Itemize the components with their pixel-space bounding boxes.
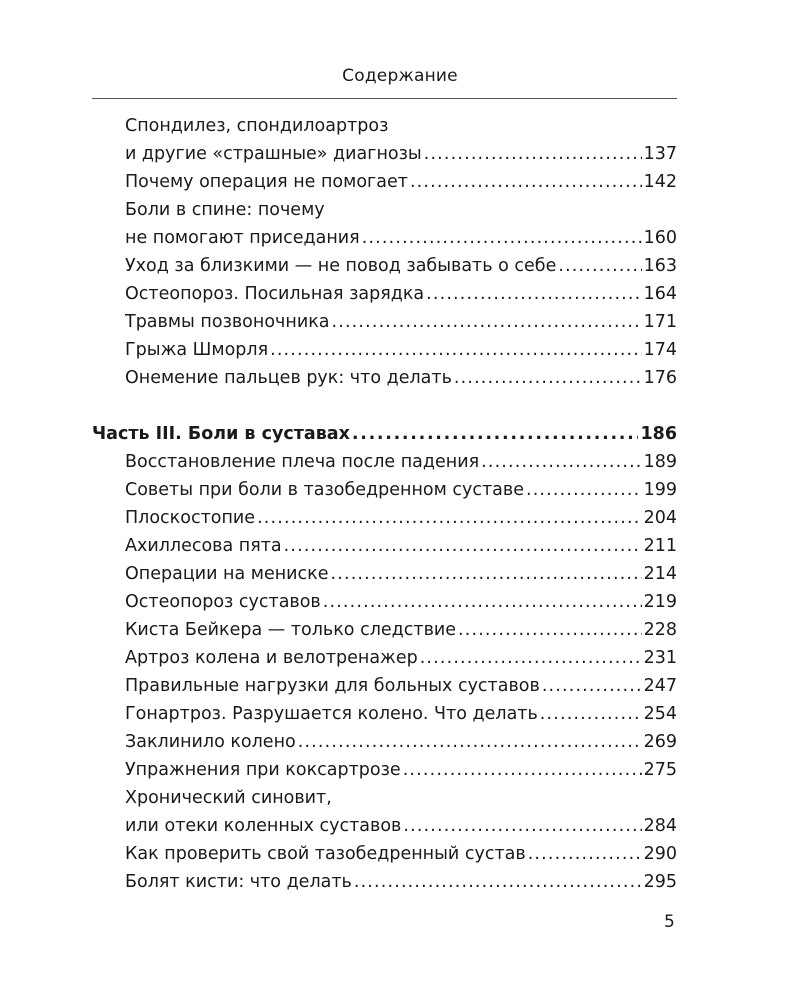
toc-entry-title: Остеопороз суставов [125,592,321,612]
running-head: Содержание [342,66,458,86]
dot-leader [481,448,641,476]
toc-entry [92,168,677,196]
dot-leader [403,812,641,840]
dot-leader [352,420,639,448]
toc-entry-row [92,756,677,784]
toc-entry-page: 275 [643,760,677,780]
toc-entry [92,448,677,476]
toc-entry-page: 204 [643,508,677,528]
toc-entry-row [92,308,677,336]
toc-entry-title: не помогают приседания [125,228,360,248]
toc-entry-page: 269 [643,732,677,752]
toc-entry-page: 214 [643,564,677,584]
toc-entry [92,644,677,672]
toc-top-section [92,112,677,392]
toc-entry [92,476,677,504]
toc-entry-page: 137 [643,144,677,164]
toc-entry-row [92,728,677,756]
toc-entry-page: 164 [643,284,677,304]
toc-entry-row [92,224,677,252]
dot-leader [323,588,642,616]
dot-leader [362,224,642,252]
toc-entry-title: Советы при боли в тазобедренном суставе [125,480,524,500]
toc-entry-row [92,588,677,616]
toc-entry [92,700,677,728]
dot-leader [420,644,642,672]
toc-entry-title: Травмы позвоночника [125,312,330,332]
toc-entry-title: или отеки коленных суставов [125,816,402,836]
toc-entry [92,308,677,336]
toc-entry-title: и другие «страшные» диагнозы [125,144,422,164]
dot-leader [284,532,642,560]
toc-entry-row [92,252,677,280]
toc-entry-row [92,560,677,588]
toc-entry-page: 295 [643,872,677,892]
toc-entry-page: 211 [643,536,677,556]
toc-part-section [92,448,677,896]
toc-entry-page: 189 [643,452,677,472]
toc-entry-row [92,616,677,644]
dot-leader [403,756,642,784]
dot-leader [424,140,642,168]
toc-entry-title-line1: Боли в спине: почему [125,200,325,220]
toc-entry-row [92,476,677,504]
toc-entry-page: 163 [643,256,677,276]
dot-leader [558,252,641,280]
dot-leader [298,728,642,756]
toc-entry-row [92,644,677,672]
toc-entry [92,672,677,700]
toc-entry-page: 142 [643,172,677,192]
toc-entry-row [92,448,677,476]
part-page: 186 [640,424,677,444]
toc-entry [92,868,677,896]
dot-leader [354,868,642,896]
toc-entry-page: 290 [643,844,677,864]
toc-entry-page: 176 [643,368,677,388]
toc-entry-page: 219 [643,592,677,612]
toc-entry-title: Ахиллесова пята [125,536,282,556]
toc-entry-page: 160 [643,228,677,248]
toc-entry [92,196,677,252]
toc-entry-page: 254 [643,704,677,724]
dot-leader [528,840,642,868]
toc-entry-title: Почему операция не помогает [125,172,408,192]
toc-entry [92,532,677,560]
toc-entry-title-line1: Спондилез, спондилоартроз [125,116,389,136]
toc-entry [92,252,677,280]
toc-entry-row [92,336,677,364]
toc-entry [92,616,677,644]
toc-entry-row [92,532,677,560]
dot-leader [270,336,642,364]
header-rule [92,98,677,99]
dot-leader [540,700,642,728]
toc-entry-row [92,812,677,840]
toc-entry-page: 174 [643,340,677,360]
toc-entry-title: Упражнения при коксартрозе [125,760,401,780]
dot-leader [526,476,642,504]
toc-entry-title: Онемение пальцев рук: что делать [125,368,452,388]
section-gap [92,392,677,420]
toc-entry-title: Восстановление плеча после падения [125,452,480,472]
dot-leader [331,560,642,588]
toc-entry-page: 171 [643,312,677,332]
dot-leader [410,168,642,196]
toc-entry-title: Гонартроз. Разрушается колено. Что делать [125,704,538,724]
toc-entry-row [92,168,677,196]
dot-leader [454,364,642,392]
toc-entry-page: 228 [643,620,677,640]
toc-entry [92,840,677,868]
toc-entry-title: Киста Бейкера — только следствие [125,620,457,640]
toc-entry-row [92,280,677,308]
toc-entry-title: Как проверить свой тазобедренный сустав [125,844,526,864]
toc-entry-title: Грыжа Шморля [125,340,269,360]
toc-entry-title: Артроз колена и велотренажер [125,648,418,668]
toc-entry-title: Заклинило колено [125,732,296,752]
dot-leader [542,672,642,700]
dot-leader [257,504,642,532]
table-of-contents [92,112,677,896]
toc-entry-row [92,504,677,532]
toc-entry-title: Операции на мениске [125,564,329,584]
toc-entry [92,364,677,392]
toc-entry-title: Плоскостопие [125,508,256,528]
toc-entry [92,588,677,616]
toc-entry [92,784,677,840]
toc-entry [92,728,677,756]
toc-entry-row [92,140,677,168]
toc-entry-title: Уход за близкими — не повод забывать о себе [125,256,557,276]
toc-entry-row [92,868,677,896]
toc-entry-page: 199 [643,480,677,500]
part-title: Часть III. Боли в суставах [92,424,350,444]
toc-entry-title: Правильные нагрузки для больных суставов [125,676,540,696]
toc-entry-row [92,700,677,728]
toc-entry [92,336,677,364]
toc-entry-title-line1: Хронический синовит, [125,788,332,808]
dot-leader [458,616,642,644]
dot-leader [332,308,642,336]
dot-leader [426,280,641,308]
toc-entry [92,504,677,532]
toc-entry [92,280,677,308]
toc-entry-title: Болят кисти: что делать [125,872,352,892]
toc-entry [92,112,677,168]
page-number: 5 [664,912,675,932]
toc-entry-row [92,672,677,700]
toc-entry-page: 247 [643,676,677,696]
toc-entry [92,756,677,784]
toc-entry-page: 284 [643,816,677,836]
toc-entry-row [92,840,677,868]
toc-entry-row [92,364,677,392]
toc-entry-page: 231 [643,648,677,668]
toc-entry-title: Остеопороз. Посильная зарядка [125,284,425,304]
toc-part-heading [92,420,677,448]
toc-entry [92,560,677,588]
